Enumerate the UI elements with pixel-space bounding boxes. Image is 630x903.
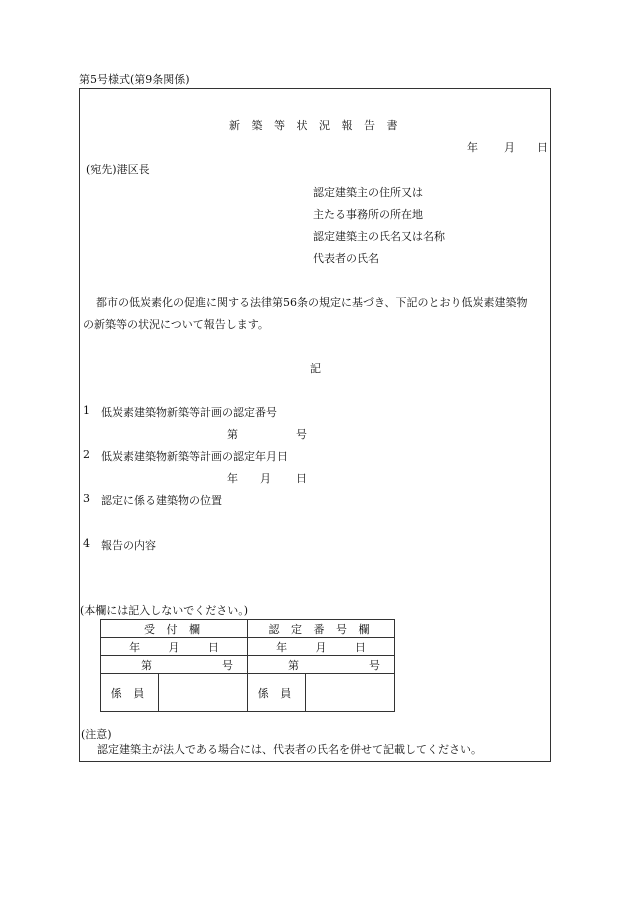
- item-1-number: 1: [83, 404, 90, 417]
- reception-day: 日: [207, 640, 219, 654]
- reception-dai: 第: [141, 658, 152, 672]
- item-3-label: 認定に係る建築物の位置: [101, 494, 222, 507]
- item-2-label: 低炭素建築物新築等計画の認定年月日: [101, 450, 288, 463]
- applicant-office-label: 主たる事務所の所在地: [313, 208, 423, 221]
- representative-name-label: 代表者の氏名: [313, 252, 379, 265]
- form-label: 第5号様式(第9条関係): [79, 73, 190, 86]
- certification-date-cell: [248, 638, 395, 656]
- item-3-number: 3: [83, 492, 90, 505]
- applicant-address-label: 認定建築主の住所又は: [313, 186, 423, 199]
- reception-staff-label: 係 員: [101, 674, 159, 712]
- reception-header: 受 付 欄: [101, 620, 248, 638]
- reception-month: 月: [168, 640, 180, 654]
- reception-go: 号: [222, 658, 233, 672]
- item-2-number: 2: [83, 448, 90, 461]
- item-1-dai: 第: [227, 428, 238, 441]
- certification-go: 号: [369, 658, 380, 672]
- certification-number-header: 認 定 番 号 欄: [248, 620, 395, 638]
- reception-date-cell: [101, 638, 248, 656]
- body-line-1: 都市の低炭素化の促進に関する法律第56条の規定に基づき、下記のとおり低炭素建築物: [96, 296, 528, 309]
- body-line-2: の新築等の状況について報告します。: [83, 318, 269, 331]
- item-1-go: 号: [296, 428, 307, 441]
- applicant-name-label: 認定建築主の氏名又は名称: [313, 230, 445, 243]
- ki-heading: 記: [310, 362, 321, 375]
- certification-month: 月: [315, 640, 327, 654]
- item-2-month: 月: [260, 472, 271, 485]
- date-year: 年: [467, 141, 478, 154]
- certification-staff-label: 係 員: [248, 674, 306, 712]
- form-title: 新 築 等 状 況 報 告 書: [229, 119, 402, 132]
- certification-dai: 第: [288, 658, 299, 672]
- item-2-year: 年: [227, 472, 238, 485]
- item-1-label: 低炭素建築物新築等計画の認定番号: [101, 406, 277, 419]
- date-month: 月: [504, 141, 515, 154]
- item-2-day: 日: [296, 472, 307, 485]
- certification-number-cell: [248, 656, 395, 674]
- item-4-label: 報告の内容: [101, 539, 156, 552]
- office-use-note: (本欄には記入しないでください。): [80, 604, 249, 617]
- date-day: 日: [537, 141, 548, 154]
- notes-text: 認定建築主が法人である場合には、代表者の氏名を併せて記載してください。: [97, 743, 482, 756]
- reception-year: 年: [129, 640, 141, 654]
- certification-day: 日: [354, 640, 366, 654]
- reception-staff-stamp: [159, 674, 248, 712]
- reception-table: [100, 619, 395, 712]
- addressee: (宛先)港区長: [86, 163, 150, 176]
- certification-staff-stamp: [306, 674, 395, 712]
- notes-heading: (注意): [81, 728, 112, 741]
- certification-year: 年: [276, 640, 288, 654]
- reception-number-cell: [101, 656, 248, 674]
- item-4-number: 4: [83, 537, 90, 550]
